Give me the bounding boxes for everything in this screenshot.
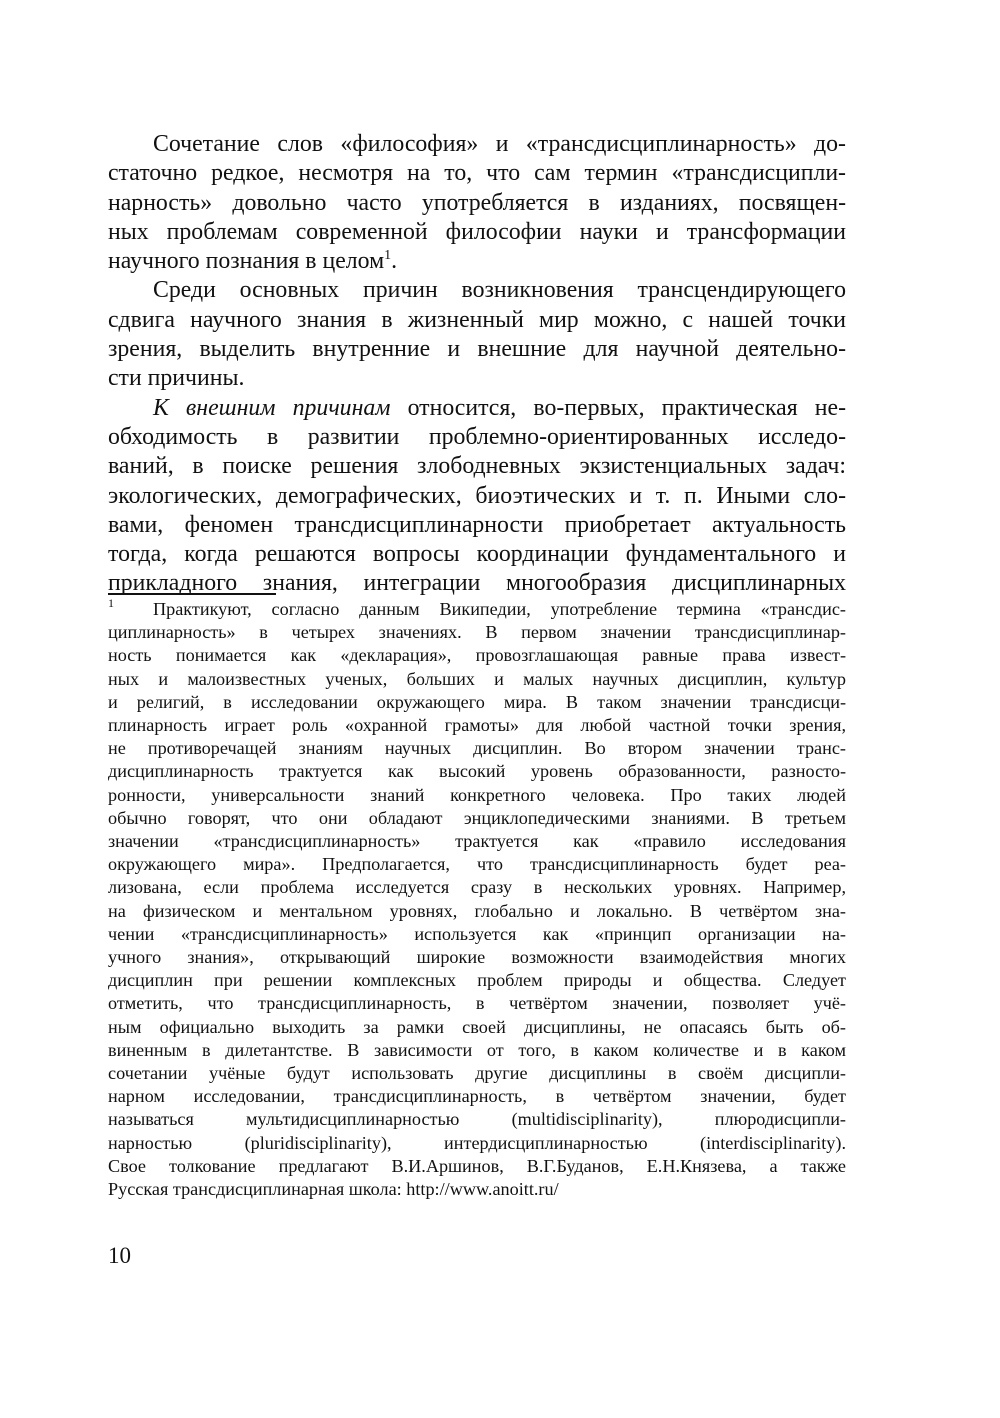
footnote-line: учного знания», открывающий широкие возможности взаимодействия многих (108, 947, 846, 968)
text-line: Среди основных причин возникновения трансцендирующего (153, 277, 846, 304)
text-line: зрения, выделить внутренние и внешние для научной деятельно- (108, 336, 846, 363)
text-line: Сочетание слов «философия» и «трансдисциплинарность» до- (153, 131, 846, 157)
footnote-line: отметить, что трансдисциплинарность, в четвёртом значении, позволяет учё- (108, 993, 846, 1014)
footnote-line: циплинарность» в четырех значениях. В первом значении трансдисциплинар- (108, 622, 846, 643)
text-line: сдвига научного знания в жизненный мир можно, с нашей точки (108, 306, 846, 333)
footnote-line: не противоречащей знаниям научных дисциплин. Во втором значении транс- (108, 738, 846, 759)
page-number: 10 (108, 1243, 131, 1268)
italic-lead: К внешним причинам (153, 394, 391, 421)
footnote-divider (108, 593, 276, 595)
text-fragment: . (391, 248, 398, 275)
text-line: тогда, когда решаются вопросы координации фундаментального и (108, 541, 846, 568)
text-line (108, 394, 846, 423)
footnote-line: называться мультидисциплинарностью (multidisciplinarity), плюродисципли- (108, 1109, 846, 1130)
footnote-line: чении «трансдисциплинарность» используется как «принцип организации на- (108, 923, 846, 944)
footnote-line: виненным в дилетантстве. В зависимости от того, в каком количестве и в каком (108, 1039, 846, 1060)
text-line: нарность» довольно часто употребляется в изданиях, посвящен- (108, 189, 846, 216)
footnote-line: нарностью (pluridisciplinarity), интердисциплинарностью (interdisciplinarity). (108, 1132, 846, 1153)
footnote-line: дисциплин при решении комплексных проблем природы и общества. Следует (108, 970, 846, 991)
footnote-line: на физическом и ментальном уровнях, глобально и локально. В четвёртом зна- (108, 900, 846, 921)
paragraph-3 (108, 394, 846, 599)
footnote-line-last: Русская трансдисциплинарная школа: http://www.anoitt.ru/ (108, 1179, 559, 1200)
text-fragment: относится, во-первых, практическая не- (390, 394, 847, 421)
footnote-line: дисциплинарность трактуется как высокий уровень образованности, разносто- (108, 761, 846, 782)
footnote-line: Практикуют, согласно данным Википедии, употребление термина «трансдис- (153, 599, 846, 619)
footnote-line: плинарность играет роль «охранной грамоты» для любой частной точки зрения, (108, 715, 846, 736)
footnote-line: значении «трансдисциплинарность» трактуется как «правило исследования (108, 831, 846, 852)
text-line-last: сти причины. (108, 365, 245, 392)
paragraph-1 (108, 130, 846, 276)
footnote-line: ронности, универсальности знаний конкретного человека. Про таких людей (108, 784, 846, 805)
text-line: экологических, демографических, биоэтических и т. п. Иными сло- (108, 482, 846, 509)
footnote-line: окружающего мира». Предполагается, что трансдисциплинарность будет реа- (108, 854, 846, 875)
paragraph-2 (108, 276, 846, 393)
footnote-line: ность понимается как «декларация», провозглашающая равные права извест- (108, 645, 846, 666)
main-text (108, 130, 846, 599)
footnote-line: нарном исследовании, трансдисциплинарность, в четвёртом значении, будет (108, 1086, 846, 1107)
text-line: статочно редкое, несмотря на то, что сам термин «трансдисципли- (108, 160, 846, 187)
footnote-line: и религий, в исследовании окружающего мира. В таком значении трансдисци- (108, 691, 846, 712)
text-line: прикладного знания, интеграции многообразия дисциплинарных (108, 570, 846, 597)
footnote-line: обычно говорят, что они обладают энциклопедическими знаниями. В третьем (108, 807, 846, 828)
text-line: обходимость в развитии проблемно-ориентированных исследо- (108, 423, 846, 450)
footnote-line: сочетании учёные будут использовать другие дисциплины в своём дисципли- (108, 1063, 846, 1084)
text-line-last (108, 247, 846, 276)
footnote (108, 598, 846, 1201)
footnote-reference[interactable]: 1 (384, 248, 392, 264)
text-fragment: научного познания в целом (108, 248, 385, 275)
footnote-mark: 1 (108, 596, 114, 610)
footnote-line: ных и малоизвестных ученых, больших и малых научных дисциплин, культур (108, 668, 846, 689)
text-line: ных проблемам современной философии науки и трансформации (108, 218, 846, 245)
footnote-line: лизована, если проблема исследуется сразу в нескольких уровнях. Например, (108, 877, 846, 898)
text-line: ваний, в поиске решения злободневных экзистенциальных задач: (108, 453, 846, 480)
footnote-line: Свое толкование предлагают В.И.Аршинов, В.Г.Буданов, Е.Н.Князева, а также (108, 1155, 846, 1176)
text-line: вами, феномен трансдисциплинарности приобретает актуальность (108, 511, 846, 538)
footnote-body (108, 598, 846, 1201)
footnote-line: ным официально выходить за рамки своей дисциплины, не опасаясь быть об- (108, 1016, 846, 1037)
